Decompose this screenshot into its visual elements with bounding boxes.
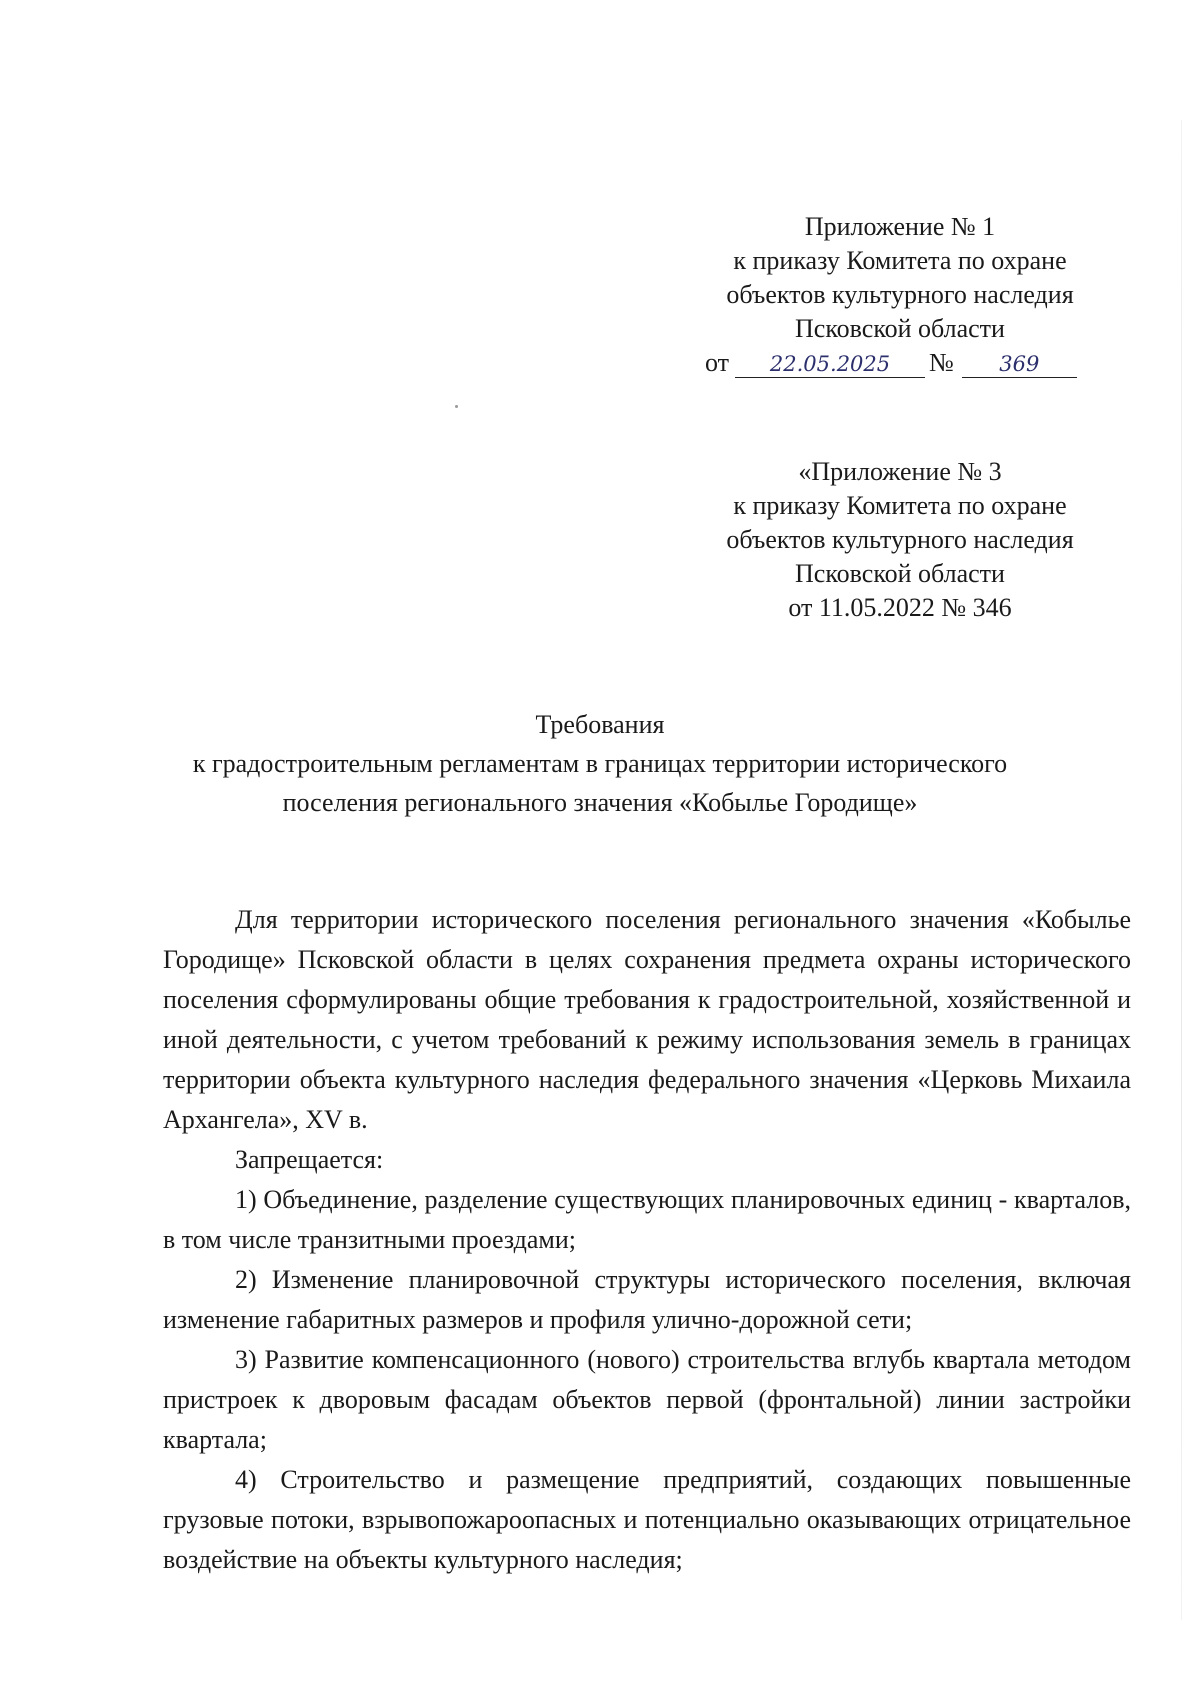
list-item: 3) Развитие компенсационного (нового) строительства вглубь квартала методом пристроек к дворовым фасадам объектов первой (фронтальной) линии застройки квартала; — [163, 1345, 1131, 1454]
order-prefix: от — [705, 348, 730, 377]
appendix-1-committee: объектов культурного наследия — [726, 280, 1074, 309]
title-subheading-1: к градостроительным регламентам в границах территории исторического — [192, 749, 1008, 778]
order-date-handwritten: 22.05.2025 — [735, 351, 925, 378]
appendix-3-header — [690, 455, 1110, 625]
appendix-1-region: Псковской области — [795, 314, 1005, 343]
document-title — [100, 705, 1100, 822]
appendix-1-order-ref: к приказу Комитета по охране — [733, 246, 1067, 275]
title-subheading-2: поселения регионального значения «Кобылье Городище» — [282, 788, 918, 817]
scan-artifact-line — [1181, 120, 1182, 1620]
document-body — [163, 900, 1131, 1580]
intro-paragraph: Для территории исторического поселения регионального значения «Кобылье Городище» Псковской области в целях сохранения предмета охраны исторического поселения сформулированы общие требования к градостроительной, хозяйственной и иной деятельности, с учетом требований к режиму использования земель в границах территории объекта культурного наследия федерального значения «Церковь Михаила Архангела», XV в. — [163, 905, 1131, 1134]
appendix-1-title: Приложение № 1 — [804, 212, 996, 241]
appendix-1-order-line — [690, 346, 1110, 380]
appendix-3-committee: объектов культурного наследия — [726, 525, 1074, 554]
appendix-1-header — [690, 210, 1110, 380]
list-item: 2) Изменение планировочной структуры исторического поселения, включая изменение габаритных размеров и профиля улично-дорожной сети; — [163, 1265, 1131, 1334]
appendix-3-title: «Приложение № 3 — [798, 457, 1002, 486]
order-number-label: № — [929, 348, 954, 377]
appendix-3-order-ref: к приказу Комитета по охране — [733, 491, 1067, 520]
appendix-3-region: Псковской области — [795, 559, 1005, 588]
title-heading: Требования — [535, 710, 665, 739]
prohibited-label: Запрещается: — [235, 1145, 384, 1174]
list-item: 4) Строительство и размещение предприятий, создающих повышенные грузовые потоки, взрывопожароопасных и потенциально оказывающих отрицательное воздействие на объекты культурного наследия; — [163, 1465, 1131, 1574]
list-item: 1) Объединение, разделение существующих планировочных единиц - кварталов, в том числе транзитными проездами; — [163, 1185, 1131, 1254]
appendix-3-order-date: от 11.05.2022 № 346 — [788, 593, 1012, 622]
order-number-handwritten: 369 — [962, 351, 1077, 378]
scan-speck — [455, 405, 458, 408]
